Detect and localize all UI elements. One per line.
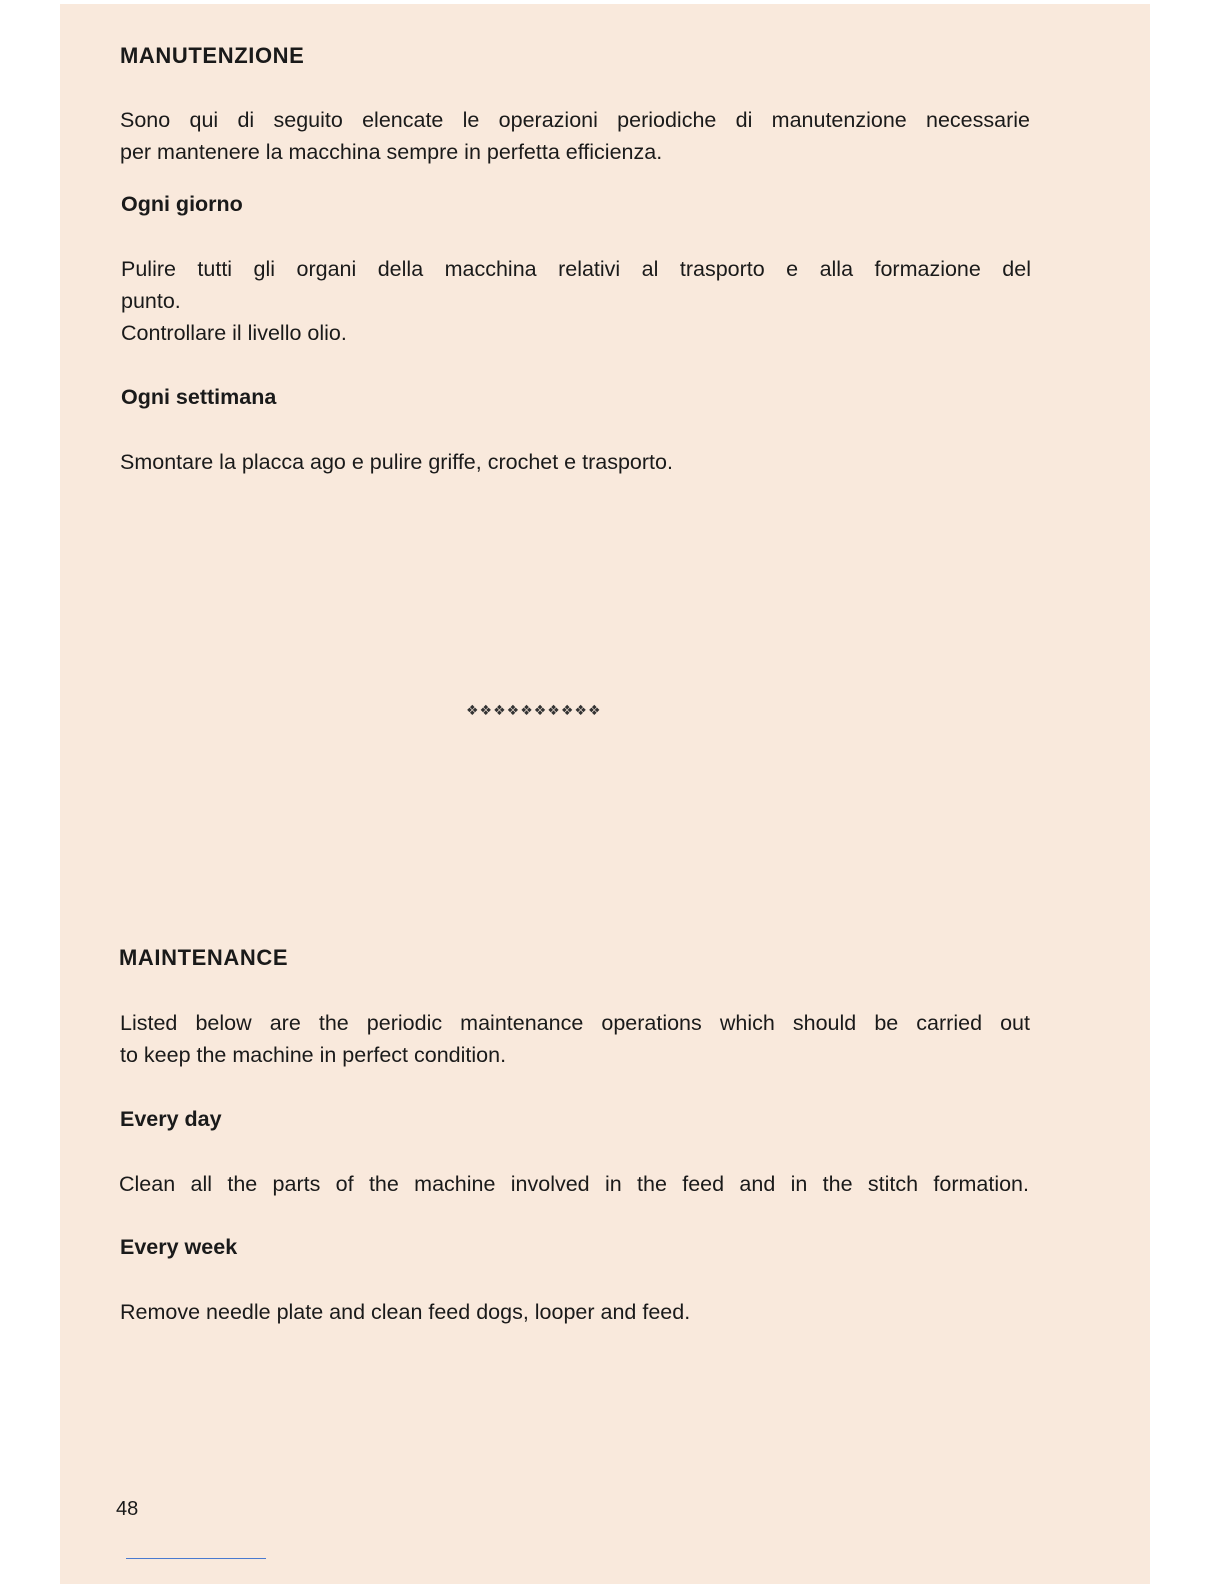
intro-line-1-italian: Sono qui di seguito elencate le operazioni periodiche di manutenzione necessarie xyxy=(120,108,1030,132)
weekly-heading-english: Every week xyxy=(120,1235,238,1259)
weekly-heading-italian: Ogni settimana xyxy=(121,385,277,409)
section-title-italian: MANUTENZIONE xyxy=(120,43,305,68)
intro-line-2-english: to keep the machine in perfect condition. xyxy=(120,1043,507,1067)
weekly-text-italian: Smontare la placca ago e pulire griffe, crochet e trasporto. xyxy=(120,450,673,474)
document-page xyxy=(60,4,1150,1584)
daily-line-1-italian: Pulire tutti gli organi della macchina relativi al trasporto e alla formazione del xyxy=(121,257,1031,281)
daily-text-english: Clean all the parts of the machine involved in the feed and in the stitch formation. xyxy=(119,1172,1029,1196)
section-title-english: MAINTENANCE xyxy=(119,945,289,970)
page-number: 48 xyxy=(116,1498,139,1520)
daily-line-2-italian: punto. xyxy=(121,289,181,313)
daily-line-3-italian: Controllare il livello olio. xyxy=(121,321,347,345)
intro-line-1-english: Listed below are the periodic maintenance operations which should be carried out xyxy=(120,1011,1030,1035)
link-underline xyxy=(126,1558,266,1559)
ornament-divider: ❖❖❖❖❖❖❖❖❖❖ xyxy=(466,702,602,718)
intro-line-2-italian: per mantenere la macchina sempre in perfetta efficienza. xyxy=(120,140,663,164)
weekly-text-english: Remove needle plate and clean feed dogs, looper and feed. xyxy=(120,1300,691,1324)
daily-heading-italian: Ogni giorno xyxy=(121,192,243,216)
daily-heading-english: Every day xyxy=(120,1107,222,1131)
